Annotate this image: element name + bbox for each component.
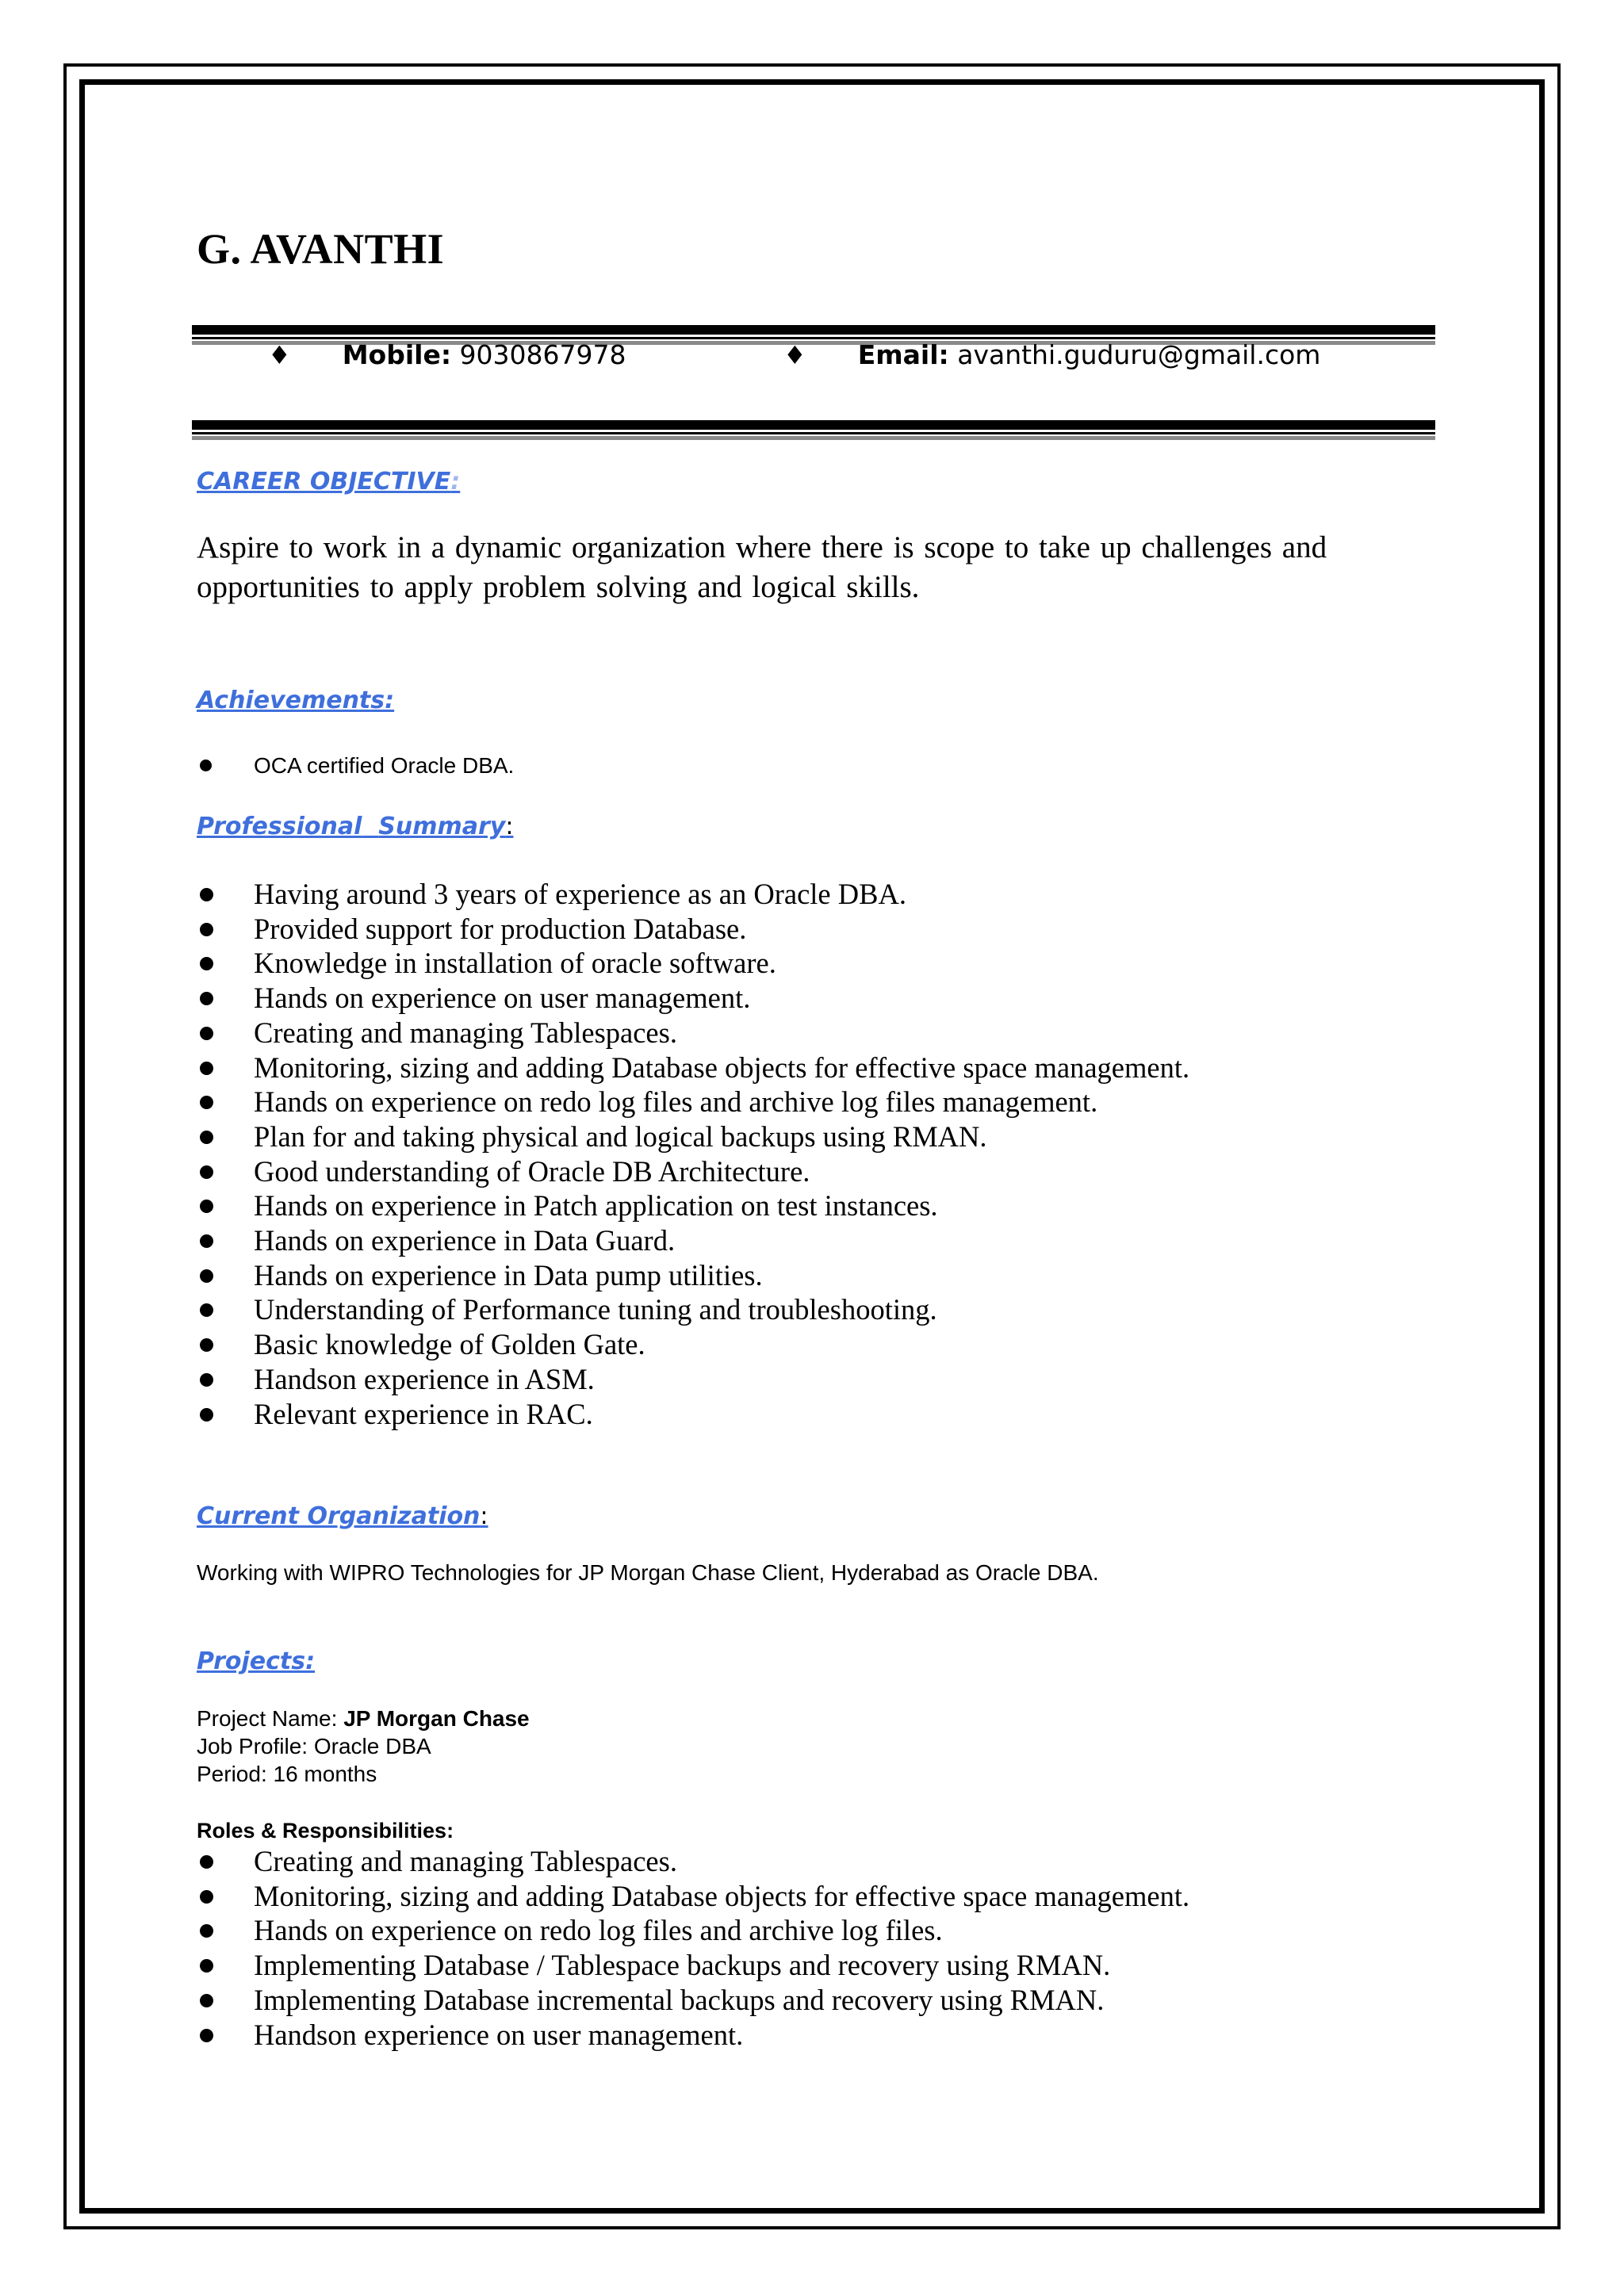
current-organization-text: Working with WIPRO Technologies for JP Morgan Chase Client, Hyderabad as Oracle DBA. [197, 1560, 1099, 1585]
diamond-bullet-icon: ♦ [783, 340, 806, 370]
professional-summary-list [200, 877, 1189, 1431]
diamond-bullet-icon: ♦ [268, 340, 291, 370]
list-item: Good understanding of Oracle DB Architecture. [200, 1154, 1189, 1189]
mobile-contact [268, 339, 626, 370]
list-item: Monitoring, sizing and adding Database objects for effective space management. [200, 1050, 1189, 1085]
list-item: Hands on experience on redo log files and archive log files. [200, 1913, 1189, 1948]
list-item: Hands on experience in Patch application on test instances. [200, 1188, 1189, 1223]
current-organization-heading: Current Organization: [197, 1502, 488, 1530]
list-item: Creating and managing Tablespaces. [200, 1844, 1189, 1879]
email-contact [783, 339, 1320, 370]
list-item: Relevant experience in RAC. [200, 1397, 1189, 1432]
list-item: Handson experience on user management. [200, 2018, 1189, 2053]
mobile-number: 9030867978 [459, 339, 626, 370]
list-item: Having around 3 years of experience as an Oracle DBA. [200, 877, 1189, 912]
list-item: Provided support for production Database. [200, 912, 1189, 947]
mobile-label: Mobile: [342, 339, 452, 370]
list-item: Handson experience in ASM. [200, 1362, 1189, 1397]
list-item: Hands on experience on redo log files and archive log files management. [200, 1085, 1189, 1119]
projects-heading: Projects: [197, 1647, 316, 1675]
list-item: Monitoring, sizing and adding Database objects for effective space management. [200, 1879, 1189, 1914]
list-item: Implementing Database / Tablespace backups and recovery using RMAN. [200, 1948, 1189, 1983]
list-item: Knowledge in installation of oracle software. [200, 946, 1189, 981]
career-objective-heading: CAREER OBJECTIVE: [197, 468, 461, 496]
header-rule-bottom [192, 420, 1435, 440]
roles-list [200, 1844, 1189, 2052]
professional-summary-heading: Professional Summary: [197, 813, 514, 840]
achievements-heading: Achievements: [197, 687, 395, 714]
project-details [197, 1705, 530, 1788]
list-item: Plan for and taking physical and logical backups using RMAN. [200, 1119, 1189, 1154]
job-profile-line: Job Profile: Oracle DBA [197, 1734, 431, 1758]
list-item: Creating and managing Tablespaces. [200, 1016, 1189, 1050]
achievements-list [200, 750, 514, 782]
career-objective-text: Aspire to work in a dynamic organization where there is scope to take up challenges and opportunities to apply problem solving and logical skills. [197, 530, 1327, 604]
email-address[interactable]: avanthi.guduru@gmail.com [957, 339, 1321, 370]
list-item: Basic knowledge of Golden Gate. [200, 1327, 1189, 1362]
roles-heading: Roles & Responsibilities: [197, 1819, 454, 1843]
list-item: Understanding of Performance tuning and troubleshooting. [200, 1292, 1189, 1327]
list-item: OCA certified Oracle DBA. [200, 750, 514, 782]
project-name-label: Project Name: [197, 1706, 338, 1731]
list-item: Hands on experience in Data Guard. [200, 1223, 1189, 1258]
email-label: Email: [857, 339, 949, 370]
list-item: Implementing Database incremental backups and recovery using RMAN. [200, 1983, 1189, 2018]
list-item: Hands on experience on user management. [200, 981, 1189, 1016]
project-name-line [197, 1705, 530, 1732]
period-line: Period: 16 months [197, 1762, 377, 1786]
candidate-name: G. AVANTHI [197, 225, 445, 273]
project-name-value: JP Morgan Chase [343, 1706, 530, 1731]
list-item: Hands on experience in Data pump utilities. [200, 1258, 1189, 1293]
